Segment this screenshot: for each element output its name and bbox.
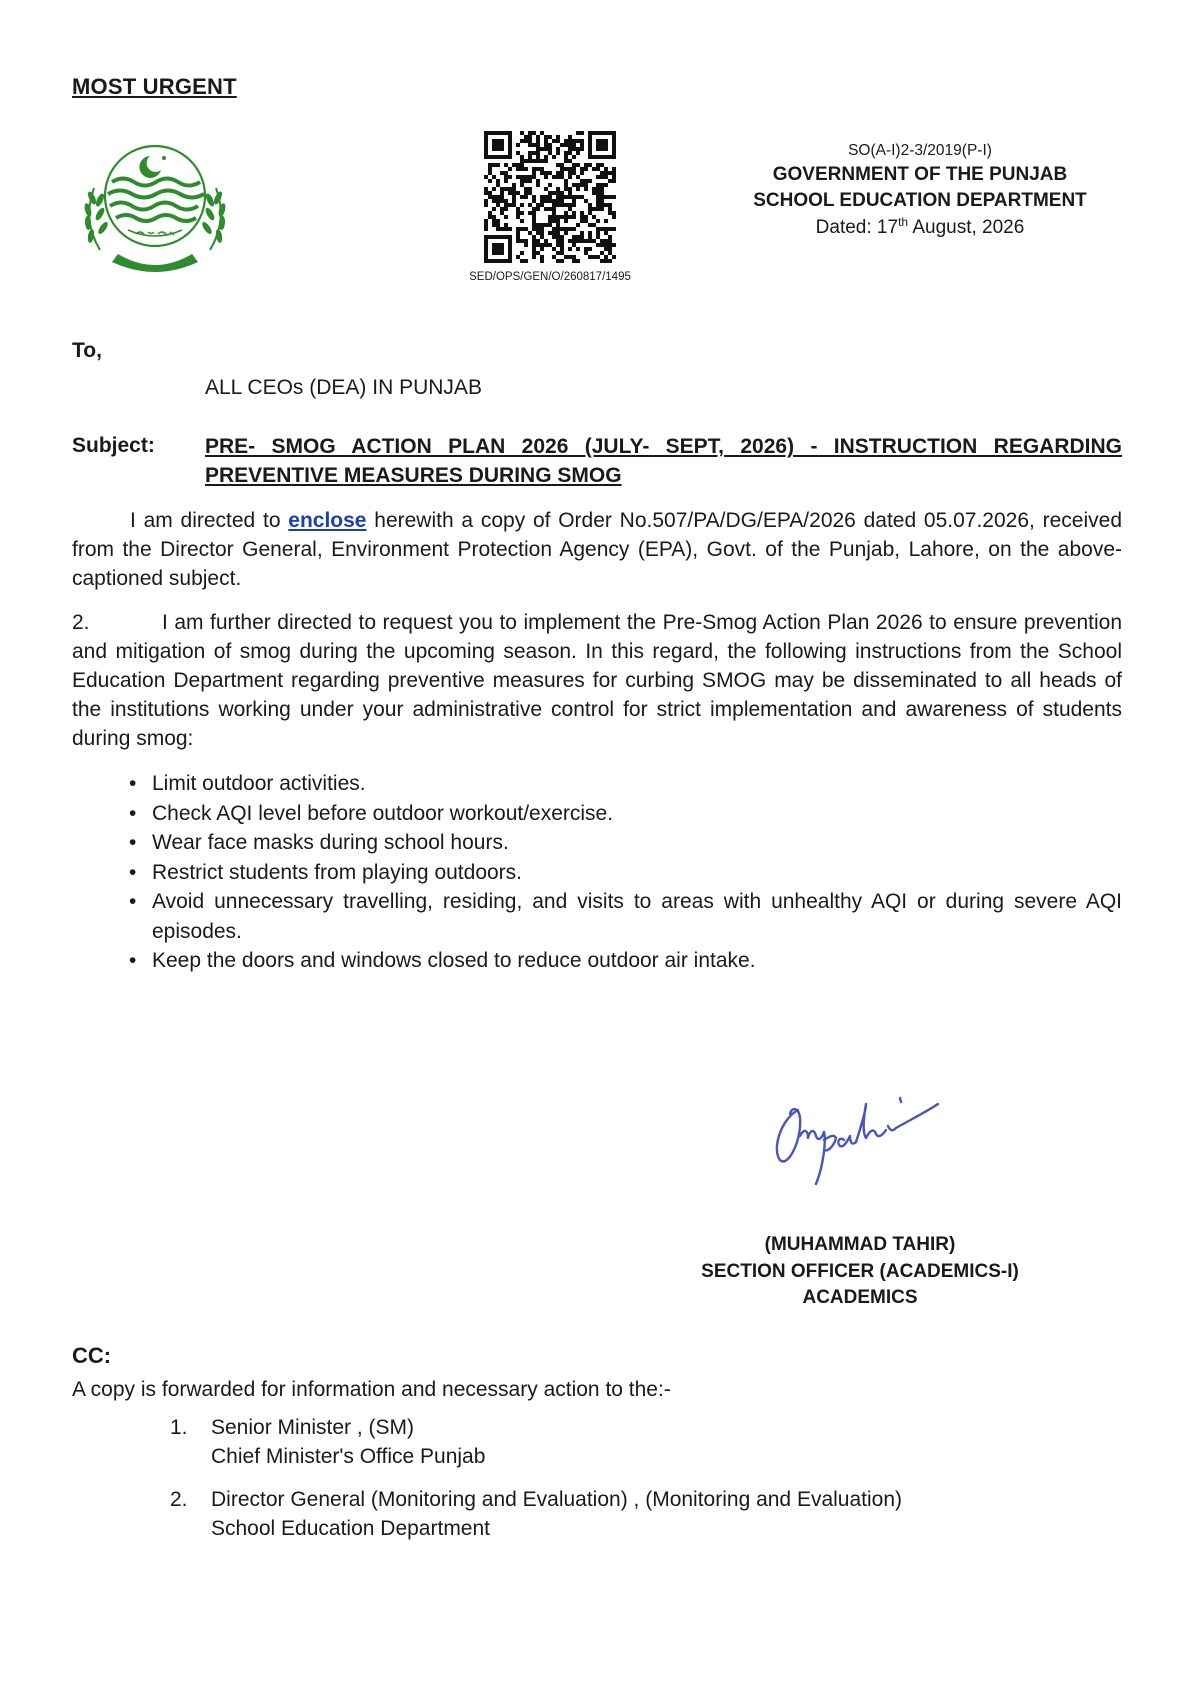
letter-date [700,214,1140,242]
cc-recipient-title: Director General (Monitoring and Evaluation) , (Monitoring and Evaluation) [211,1488,903,1511]
cc-item-number: 2. [170,1488,188,1511]
letterhead [700,140,1140,242]
paragraph-2-text: I am further directed to request you to implement the Pre-Smog Action Plan 2026 to ensure prevention and mitigation of smog during the upcoming season. In this regard, the following instructions from the School Education Department regarding preventive measures for curbing SMOG may be disseminated to all heads of the institutions working under your administrative control for strict implementation and awareness of students during smog: [72,611,1122,750]
subject-label: Subject: [72,434,155,457]
list-item: • Check AQI level before outdoor workout/exercise. [152,799,1122,829]
list-item [170,1413,1070,1471]
signatory-wing: ACADEMICS [802,1287,918,1308]
signatory-name: (MUHAMMAD TAHIR) [764,1234,956,1255]
instruction-list [152,769,1122,976]
cc-intro: A copy is forwarded for information and necessary action to the:- [72,1378,671,1401]
punjab-government-emblem-icon [70,138,240,276]
date-ordinal: th [898,215,909,229]
qr-code-icon [484,131,616,263]
cc-recipient-office: Chief Minister's Office Punjab [211,1445,486,1468]
document-tracking-code: SED/OPS/GEN/O/260817/1495 [469,271,631,283]
list-item: • Restrict students from playing outdoors. [152,858,1122,888]
file-reference: SO(A-I)2-3/2019(P-I) [848,142,992,159]
date-prefix: Dated: 17 [815,217,899,238]
paragraph-2-number: 2. [72,611,90,634]
addressee: ALL CEOs (DEA) IN PUNJAB [205,376,482,399]
cc-label: CC: [72,1343,112,1368]
qr-modules [484,131,616,263]
cc-item-number: 1. [170,1416,188,1439]
paragraph-2 [72,608,1122,753]
paragraph-1-start: I am directed to [130,509,289,532]
paragraph-1-rest: herewith a copy of Order No.507/PA/DG/EPA/2026 dated 05.07.2026, received from the Director General, Environment Protection Agency (EPA), Govt. of the Punjab, Lahore, on the above-captioned subject. [72,509,1122,590]
paragraph-1 [72,506,1122,593]
list-item [170,1485,1070,1543]
government-name: GOVERNMENT OF THE PUNJAB [772,164,1068,185]
urgency-label: MOST URGENT [72,74,237,99]
department-name: SCHOOL EDUCATION DEPARTMENT [753,190,1087,211]
date-rest: August, 2026 [908,217,1025,238]
list-item: • Limit outdoor activities. [152,769,1122,799]
enclose-link[interactable]: enclose [288,509,367,532]
subject-text: PRE- SMOG ACTION PLAN 2026 (JULY- SEPT, 2026) - INSTRUCTION REGARDING PREVENTIVE MEASURES DURING SMOG [205,435,1122,487]
signatory-block [640,1232,1080,1312]
list-item: • Avoid unnecessary travelling, residing, and visits to areas with unhealthy AQI or during severe AQI episodes. [152,887,1122,946]
list-item: • Wear face masks during school hours. [152,828,1122,858]
list-item: • Keep the doors and windows closed to reduce outdoor air intake. [152,946,1122,976]
cc-recipient-list [170,1413,1070,1557]
cc-recipient-title: Senior Minister , (SM) [211,1416,415,1439]
cc-recipient-office: School Education Department [211,1517,490,1540]
to-label: To, [72,339,102,362]
handwritten-signature-icon [770,1080,970,1205]
signatory-designation: SECTION OFFICER (ACADEMICS-I) [701,1260,1019,1282]
